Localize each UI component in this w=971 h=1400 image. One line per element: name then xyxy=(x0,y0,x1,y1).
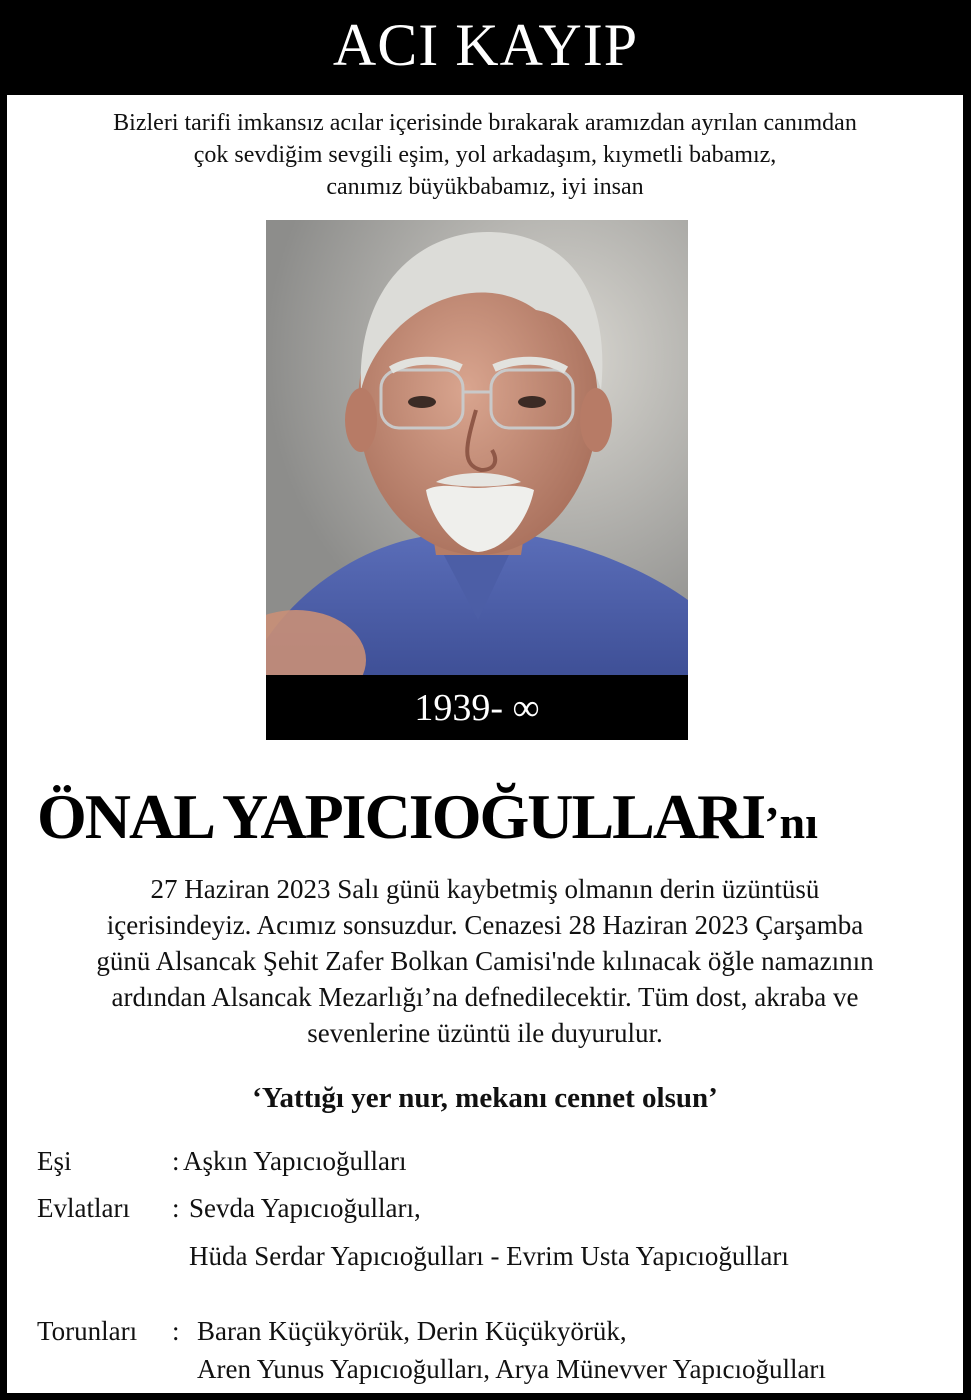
children-label: Evlatları xyxy=(37,1193,130,1223)
grandchildren-separator: : xyxy=(172,1316,180,1346)
deceased-name-text: ÖNAL YAPICIOĞULLARI xyxy=(37,781,765,852)
deceased-name xyxy=(37,781,818,852)
page-header xyxy=(0,0,971,95)
intro-text xyxy=(7,107,963,203)
intro-line: Bizleri tarifi imkansız acılar içerisinde bırakarak aramızdan ayrılan canımdan xyxy=(113,110,857,136)
grandchildren-line: Aren Yunus Yapıcıoğulları, Arya Münevver Yapıcıoğulları xyxy=(197,1354,826,1384)
spouse-separator: : xyxy=(172,1146,180,1176)
announcement-line: ardından Alsancak Mezarlığı’na defnedilecektir. Tüm dost, akraba ve xyxy=(111,982,859,1012)
intro-line: canımız büyükbabamız, iyi insan xyxy=(326,174,644,200)
obituary-card xyxy=(7,95,963,1393)
grandchildren-line: Baran Küçükyörük, Derin Küçükyörük, xyxy=(197,1316,627,1346)
deceased-name-suffix: ’nı xyxy=(764,797,818,848)
portrait-photo xyxy=(266,220,688,678)
spouse-name: Aşkın Yapıcıoğulları xyxy=(183,1146,407,1176)
children-line: Hüda Serdar Yapıcıoğulları - Evrim Usta Yapıcıoğulları xyxy=(189,1241,789,1271)
children-line: Sevda Yapıcıoğulları, xyxy=(189,1193,421,1223)
intro-line: çok sevdiğim sevgili eşim, yol arkadaşım, kıymetli babamız, xyxy=(193,142,777,168)
announcement-text xyxy=(7,871,963,1051)
announcement-line: 27 Haziran 2023 Salı günü kaybetmiş olmanın derin üzüntüsü xyxy=(150,874,820,904)
life-years-bar xyxy=(266,675,688,740)
announcement-line: günü Alsancak Şehit Zafer Bolkan Camisi'nde kılınacak öğle namazının xyxy=(96,946,874,976)
announcement-line: sevenlerine üzüntü ile duyurulur. xyxy=(307,1018,663,1048)
portrait-illustration xyxy=(266,220,688,678)
announcement-line: içerisindeyiz. Acımız sonsuzdur. Cenazesi 28 Haziran 2023 Çarşamba xyxy=(106,910,864,940)
children-separator: : xyxy=(172,1193,180,1223)
life-years: 1939- ∞ xyxy=(414,686,540,729)
prayer-quote: ‘Yattığı yer nur, mekanı cennet olsun’ xyxy=(252,1082,718,1114)
grandchildren-label: Torunları xyxy=(37,1316,138,1346)
page-title: ACI KAYIP xyxy=(332,11,639,78)
spouse-label: Eşi xyxy=(37,1146,72,1176)
